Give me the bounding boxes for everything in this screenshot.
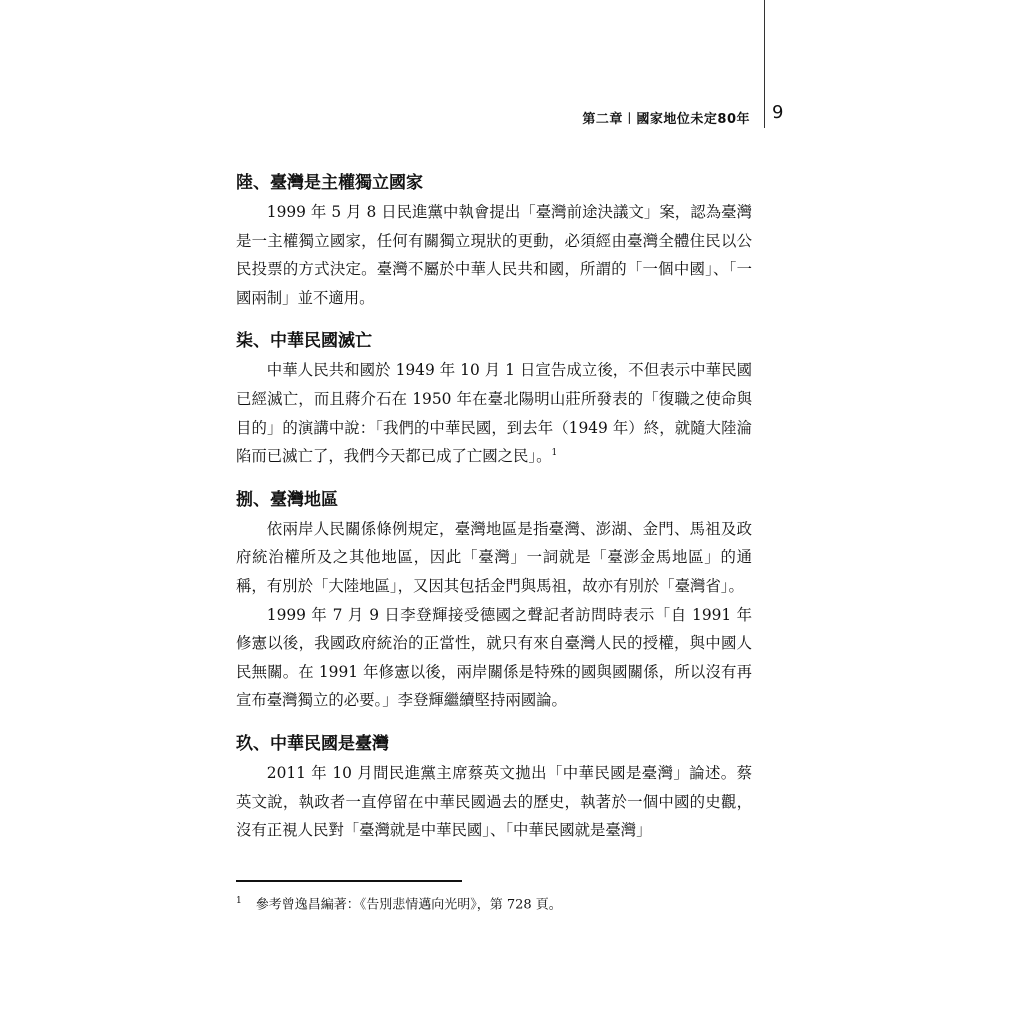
section-heading-7: 柒、中華民國滅亡 (236, 331, 372, 352)
footnote-reference[interactable]: 1 (551, 448, 558, 459)
section-heading-8: 捌、臺灣地區 (236, 489, 338, 510)
section-heading-6: 陸、臺灣是主權獨立國家 (236, 173, 423, 193)
footnote-text: 參考曾逸昌編著：《告別悲情邁向光明》，第 728 頁。 (255, 897, 562, 913)
body-paragraph: 2011 年 10 月間民進黨主席蔡英文拋出「中華民國是臺灣」論述。蔡英文說，執政者一直停留在中華民國過去的歷史，執著於一個中國的史觀，沒有正視人民對「臺灣就是中華民國」、「中華民國就是臺灣」 (236, 763, 752, 840)
page-body (236, 168, 752, 845)
running-head: 第二章︱國家地位未定80年 (582, 112, 750, 127)
footnote-divider (236, 880, 462, 882)
footnote (236, 892, 756, 914)
header-vertical-rule (764, 0, 765, 128)
body-paragraph (236, 356, 752, 470)
footnote-mark: 1 (236, 896, 242, 906)
body-paragraph: 1999 年 5 月 8 日民進黨中執會提出「臺灣前途決議文」案，認為臺灣是一主權獨立國家，任何有關獨立現狀的更動，必須經由臺灣全體住民以公民投票的方式決定。臺灣不屬於中華人民共和國，所謂的「一個中國」、「一國兩制」並不適用。 (236, 203, 752, 307)
paragraph-text: 中華人民共和國於 1949 年 10 月 1 日宣告成立後，不但表示中華民國已經滅亡，而且蔣介石在 1950 年在臺北陽明山莊所發表的「復職之使命與目的」的演講中說：「我們的中華民國，到去年（1949 年）終，就隨大陸淪陷而已滅亡了，我們今天都已成了亡國之民」。 (236, 361, 752, 466)
body-paragraph: 依兩岸人民關係條例規定，臺灣地區是指臺灣、澎湖、金門、馬祖及政府統治權所及之其他地區，因此「臺灣」一詞就是「臺澎金馬地區」的通稱，有別於「大陸地區」，又因其包括金門與馬祖，故亦有別於「臺灣省」。 (236, 519, 752, 595)
section-heading-9: 玖、中華民國是臺灣 (236, 733, 389, 754)
body-paragraph: 1999 年 7 月 9 日李登輝接受德國之聲記者訪問時表示「自 1991 年修憲以後，我國政府統治的正當性，就只有來自臺灣人民的授權，與中國人民無關。在 1991 年修憲以後，兩岸關係是特殊的國與國關係，所以沒有再宣布臺灣獨立的必要。」李登輝繼續堅持兩國論。 (236, 605, 752, 710)
page-number: 9 (772, 102, 784, 123)
